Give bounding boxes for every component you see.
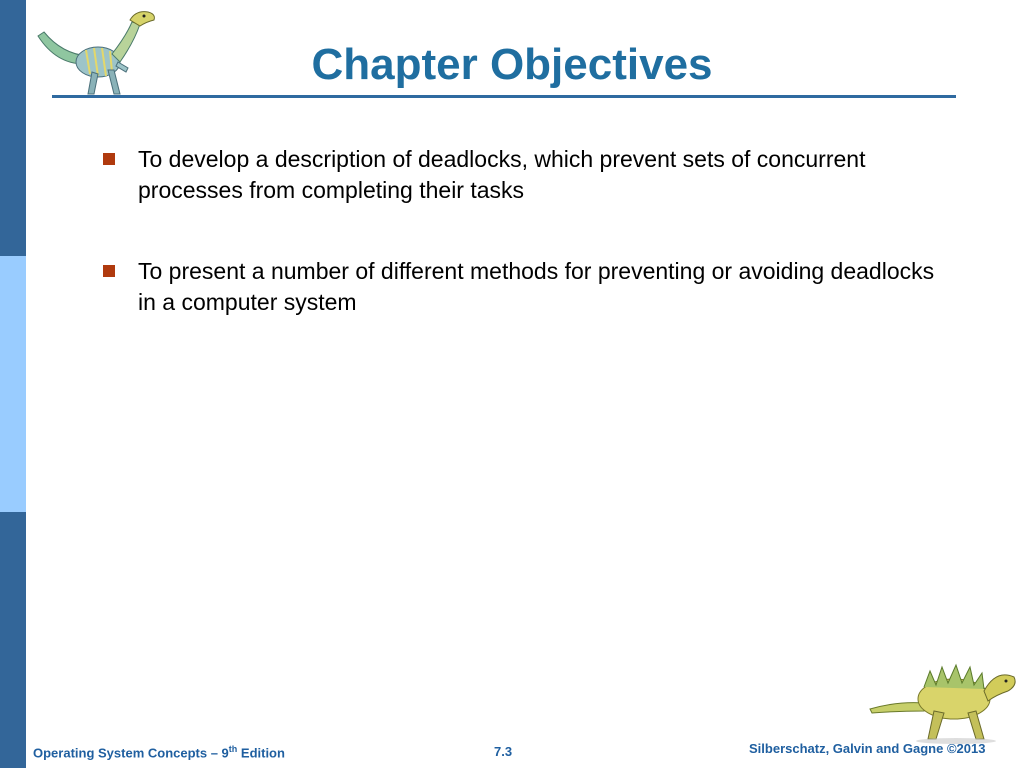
slide-title: Chapter Objectives <box>311 40 713 89</box>
footer-book-title: Operating System Concepts – 9th Edition <box>33 744 285 761</box>
sidebar-stripe-middle <box>0 256 26 512</box>
bullet-text: To develop a description of deadlocks, which prevent sets of concurrent processes from completing their tasks <box>138 146 866 203</box>
title-divider <box>52 95 956 98</box>
square-bullet-icon <box>103 153 115 165</box>
list-item <box>100 144 940 206</box>
footer-copyright: Silberschatz, Galvin and Gagne ©2013 <box>749 741 986 756</box>
bullet-text: To present a number of different methods for preventing or avoiding deadlocks in a computer system <box>138 258 935 315</box>
sidebar-stripe-bottom <box>0 512 26 768</box>
footer-page-number: 7.3 <box>494 744 513 759</box>
dinosaur-logo-bottom-icon <box>868 655 1020 745</box>
list-item <box>100 256 940 318</box>
square-bullet-icon <box>103 265 115 277</box>
objectives-list <box>100 144 940 368</box>
